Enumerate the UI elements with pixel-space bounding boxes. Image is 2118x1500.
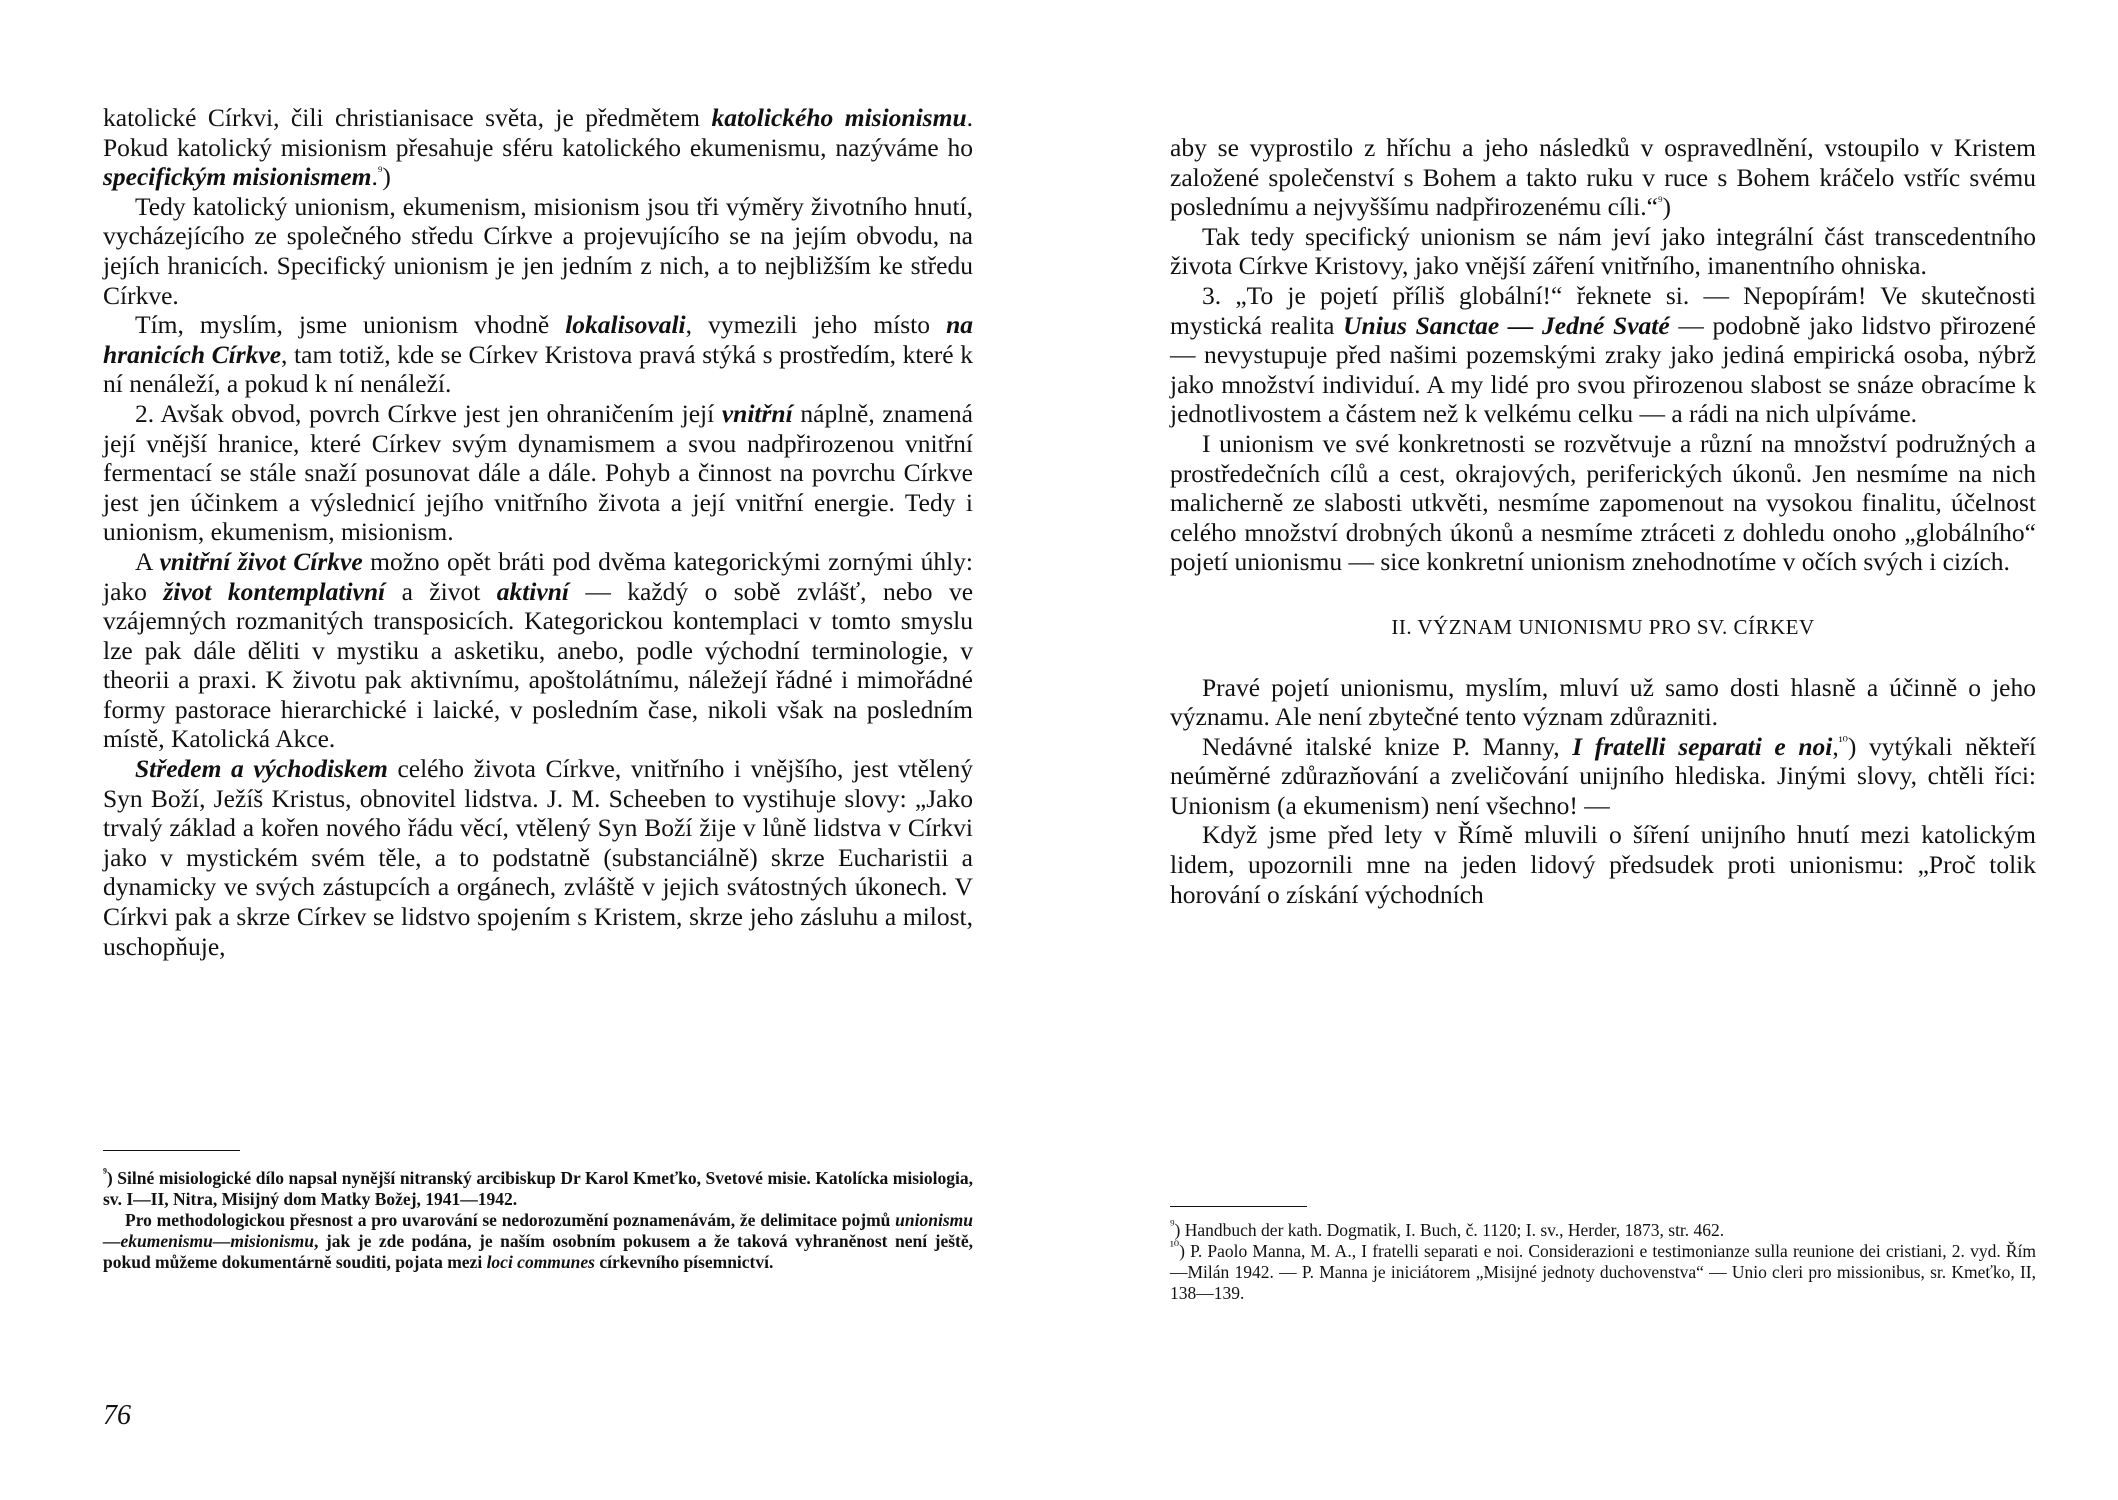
footnote-marker: ⁹ — [1170, 1217, 1175, 1233]
footnote-marker: ⁹ — [1657, 193, 1663, 209]
text-run: ) — [1662, 192, 1671, 222]
emphasis-text: katolického misionismu — [711, 103, 967, 132]
paragraph — [103, 547, 973, 754]
section-heading: II. VÝZNAM UNIONISMU PRO SV. CÍRKEV — [1391, 614, 1815, 639]
text-run: církevního písemnictví. — [594, 1252, 774, 1272]
text-run: 2. Avšak obvod, povrch Církve jest jen ohraničením její — [135, 398, 722, 428]
emphasis-text: vnitřní život Církve — [159, 546, 363, 576]
text-run: . Pokud katolický misionism přesahuje sféru katolického ekumenismu, nazýváme ho — [103, 103, 973, 162]
footnote — [103, 1210, 973, 1273]
emphasis-text: vnitřní — [721, 398, 793, 428]
emphasis-text: loci communes — [486, 1252, 595, 1272]
footnote — [1170, 1238, 2036, 1304]
text-run: — podobně jako lidstvo přirozené — nevystupuje před našimi pozemskými zraky jako jediná empirická osoba, nýbrž jako množství individuí. A my lidé pro svou přirozenou slabost se snáze obracíme k jednotlivostem a částem než k velkému celku — a rádi na nich ulpíváme. — [1170, 310, 2037, 429]
text-run: ) P. Paolo Manna, M. A., I fratelli separati e noi. Considerazioni e testimonianze sulla reunione dei cristiani, 2. vyd. Řím—Milán 1942. — P. Manna je iniciátorem „Misijné jednoty duchovenstva“ — Unio cleri pro missionibus, sr. Kmeťko, II, 138—139. — [1170, 1241, 2036, 1303]
emphasis-text: život kontemplativní — [163, 576, 386, 606]
footnotes — [1170, 1217, 2036, 1304]
text-run: možno opět bráti pod dvěma kategorickými zornými úhly: jako — [103, 546, 973, 606]
text-run: , vymezili jeho místo — [685, 310, 947, 340]
text-run: Tak tedy specifický unionism se nám jeví jako integrální část transcedentního života Církve Kristovy, jako vnější záření vnitřního, imanentního ohniska. — [1170, 221, 2036, 281]
paragraph — [1170, 222, 2036, 281]
text-run: Nedávné italské knize P. Manny, — [1202, 731, 1573, 761]
paragraph — [103, 399, 973, 547]
paragraph — [103, 103, 973, 192]
text-run: Tím, myslím, jsme unionism vhodně — [135, 310, 566, 340]
emphasis-text: na hranicích Církve — [103, 310, 973, 369]
text-run: celého života Církve, vnitřního i vnějšího, jest vtělený Syn Boží, Ježíš Kristus, obnovitel lidstva. J. M. Scheeben to vystihuje slovy: „Jako trvalý základ a kořen nového řádu věcí, vtělený Syn Boží žije v lůně lidstva v Církvi jako v mystickém svém těle, a to podstatně (substanciálně) skrze Eucharistii a dynamicky ve svých zástupcích a orgánech, zvláště v jejich svátostných úkonech. V Církvi pak a skrze Církev se lidstvo spojením s Kristem, skrze jeho zásluhu a milost, uschopňuje, — [103, 754, 973, 961]
emphasis-text: specifickým misionismem — [103, 162, 372, 192]
text-run: Když jsme před lety v Římě mluvili o šíření unijního hnutí mezi katolickým lidem, upozornili mne na jeden lidový předsudek proti unionismu: „Proč tolik horování o získání východních — [1170, 820, 2036, 909]
text-run: ) — [382, 162, 391, 192]
paragraph — [103, 754, 973, 961]
body-text — [1170, 133, 2036, 909]
paragraph — [1170, 429, 2036, 577]
text-run: , tam totiž, kde se Církev Kristova pravá stýká s prostředím, které k ní nenáleží, a pokud k ní nenáleží. — [103, 339, 973, 399]
emphasis-text: Unius Sanctae — Jedné Svaté — [1343, 310, 1670, 340]
emphasis-text: aktivní — [496, 576, 569, 606]
text-run: katolické Církvi, čili christianisace světa, je předmětem — [103, 103, 712, 132]
text-run: a život — [385, 576, 497, 606]
paragraph — [1170, 673, 2036, 732]
text-run: Pro methodologickou přesnost a pro uvarování se nedorozumění poznamenávám, že delimitace pojmů — [125, 1210, 896, 1230]
footnote-marker: ⁹ — [103, 1165, 107, 1181]
text-run: ) Silné misiologické dílo napsal nynější nitranský arcibiskup Dr Karol Kmeťko, Svetové misie. Katolícka misiologia, sv. I—II, Nitra, Misijný dom Matky Božej, 1941—1942. — [103, 1168, 973, 1209]
paragraph — [1170, 732, 2036, 821]
text-run: — každý o sobě zvlášť, nebo ve vzájemných rozmanitých transposicích. Kategorickou kontemplaci v tomto smyslu lze pak dále děliti v mystiku a asketiku, anebo, podle východní terminologie, v theorii a praxi. K životu pak aktivnímu, apoštolátnímu, náležejí řádné i mimořádné formy pastorace hierarchické i laické, v posledním čase, nikoli však na posledním místě, Katolická Akce. — [103, 576, 974, 754]
emphasis-text: unionismu—ekumenismu—misionismu — [103, 1210, 973, 1251]
paragraph — [1170, 820, 2036, 909]
text-run: . — [371, 162, 378, 192]
text-run: Pravé pojetí unionismu, myslím, mluví už samo dosti hlasně a účinně o jeho významu. Ale není zbytečné tento význam zdůrazniti. — [1170, 672, 2036, 732]
footnote-rule — [103, 1150, 240, 1151]
footnote-marker: ⁹ — [377, 163, 383, 179]
text-run: , — [1832, 731, 1839, 761]
footnote-marker: ¹⁰ — [1170, 1238, 1180, 1254]
emphasis-text: Středem a východiskem — [135, 754, 388, 784]
emphasis-text: I fratelli separati e noi — [1572, 731, 1833, 761]
paragraph — [1170, 281, 2036, 429]
text-run: 3. „To je pojetí příliš globální!“ řeknete si. — Nepopírám! Ve skutečnosti mystická realita — [1170, 280, 2036, 340]
footnote — [1170, 1217, 2036, 1241]
paragraph — [103, 310, 973, 399]
text-run: I unionism ve své konkretnosti se rozvětvuje a různí na množství podružných a prostředečních cílů a cest, okrajových, periferických úkonů. Jen nesmíme na nich malicherně ze slabosti utkvěti, nesmíme zapomenout na vysokou finalitu, účelnost celého množství drobných úkonů a nesmíme ztráceti z dohledu onoho „globálního“ pojetí unionismu — sice konkretní unionism znehodnotíme v očích svých i cizích. — [1170, 428, 2036, 577]
text-run: ) Handbuch der kath. Dogmatik, I. Buch, č. 1120; I. sv., Herder, 1873, str. 462. — [1174, 1220, 1725, 1240]
right-page — [1170, 0, 2036, 1500]
footnote-marker: ¹⁰ — [1838, 733, 1848, 749]
text-run: náplně, znamená její vnější hranice, které Církev svým dynamismem a svou nadpřirozenou vnitřní fermentací se stále snaží posunovat dále a dále. Pohyb a činnost na povrchu Církve jest jen účinkem a výslednicí jejího vnitřního života a její vnitřní energie. Tedy i unionism, ekumenism, misionism. — [103, 398, 973, 547]
left-page — [103, 0, 973, 1500]
page-number: 76 — [103, 1400, 131, 1431]
emphasis-text: lokalisovali — [565, 310, 686, 340]
footnotes — [103, 1165, 973, 1273]
text-run: ) vytýkali někteří neúměrné zdůrazňování a zveličování unijního hlediska. Jinými slovy, chtěli říci: Unionism (a ekumenism) není všechno! — — [1170, 731, 2036, 820]
paragraph — [1170, 133, 2036, 222]
paragraph — [103, 192, 973, 310]
body-text — [103, 103, 973, 961]
text-run: Tedy katolický unionism, ekumenism, misionism jsou tři výměry životního hnutí, vycházejícího ze společného středu Církve a projevujícího se na jejím obvodu, na jejích hranicích. Specifický unionism je jen jedním z nich, a to nejbližším ke středu Církve. — [103, 191, 973, 310]
footnote — [103, 1165, 973, 1210]
text-run: , jak je zde podána, je naším osobním pokusem a že taková vyhraněnost není ještě, pokud můžeme dokumentárně souditi, pojata mezi — [103, 1231, 973, 1272]
footnote-rule — [1170, 1206, 1307, 1207]
text-run: aby se vyprostilo z hříchu a jeho následků v ospravedlnění, vstoupilo v Kristem založené společenství s Bohem a takto ruku v ruce s Bohem kráčelo vstříc svému poslednímu a nejvyššímu nadpřirozenému cíli.“ — [1170, 133, 2036, 222]
text-run: A — [135, 546, 160, 576]
